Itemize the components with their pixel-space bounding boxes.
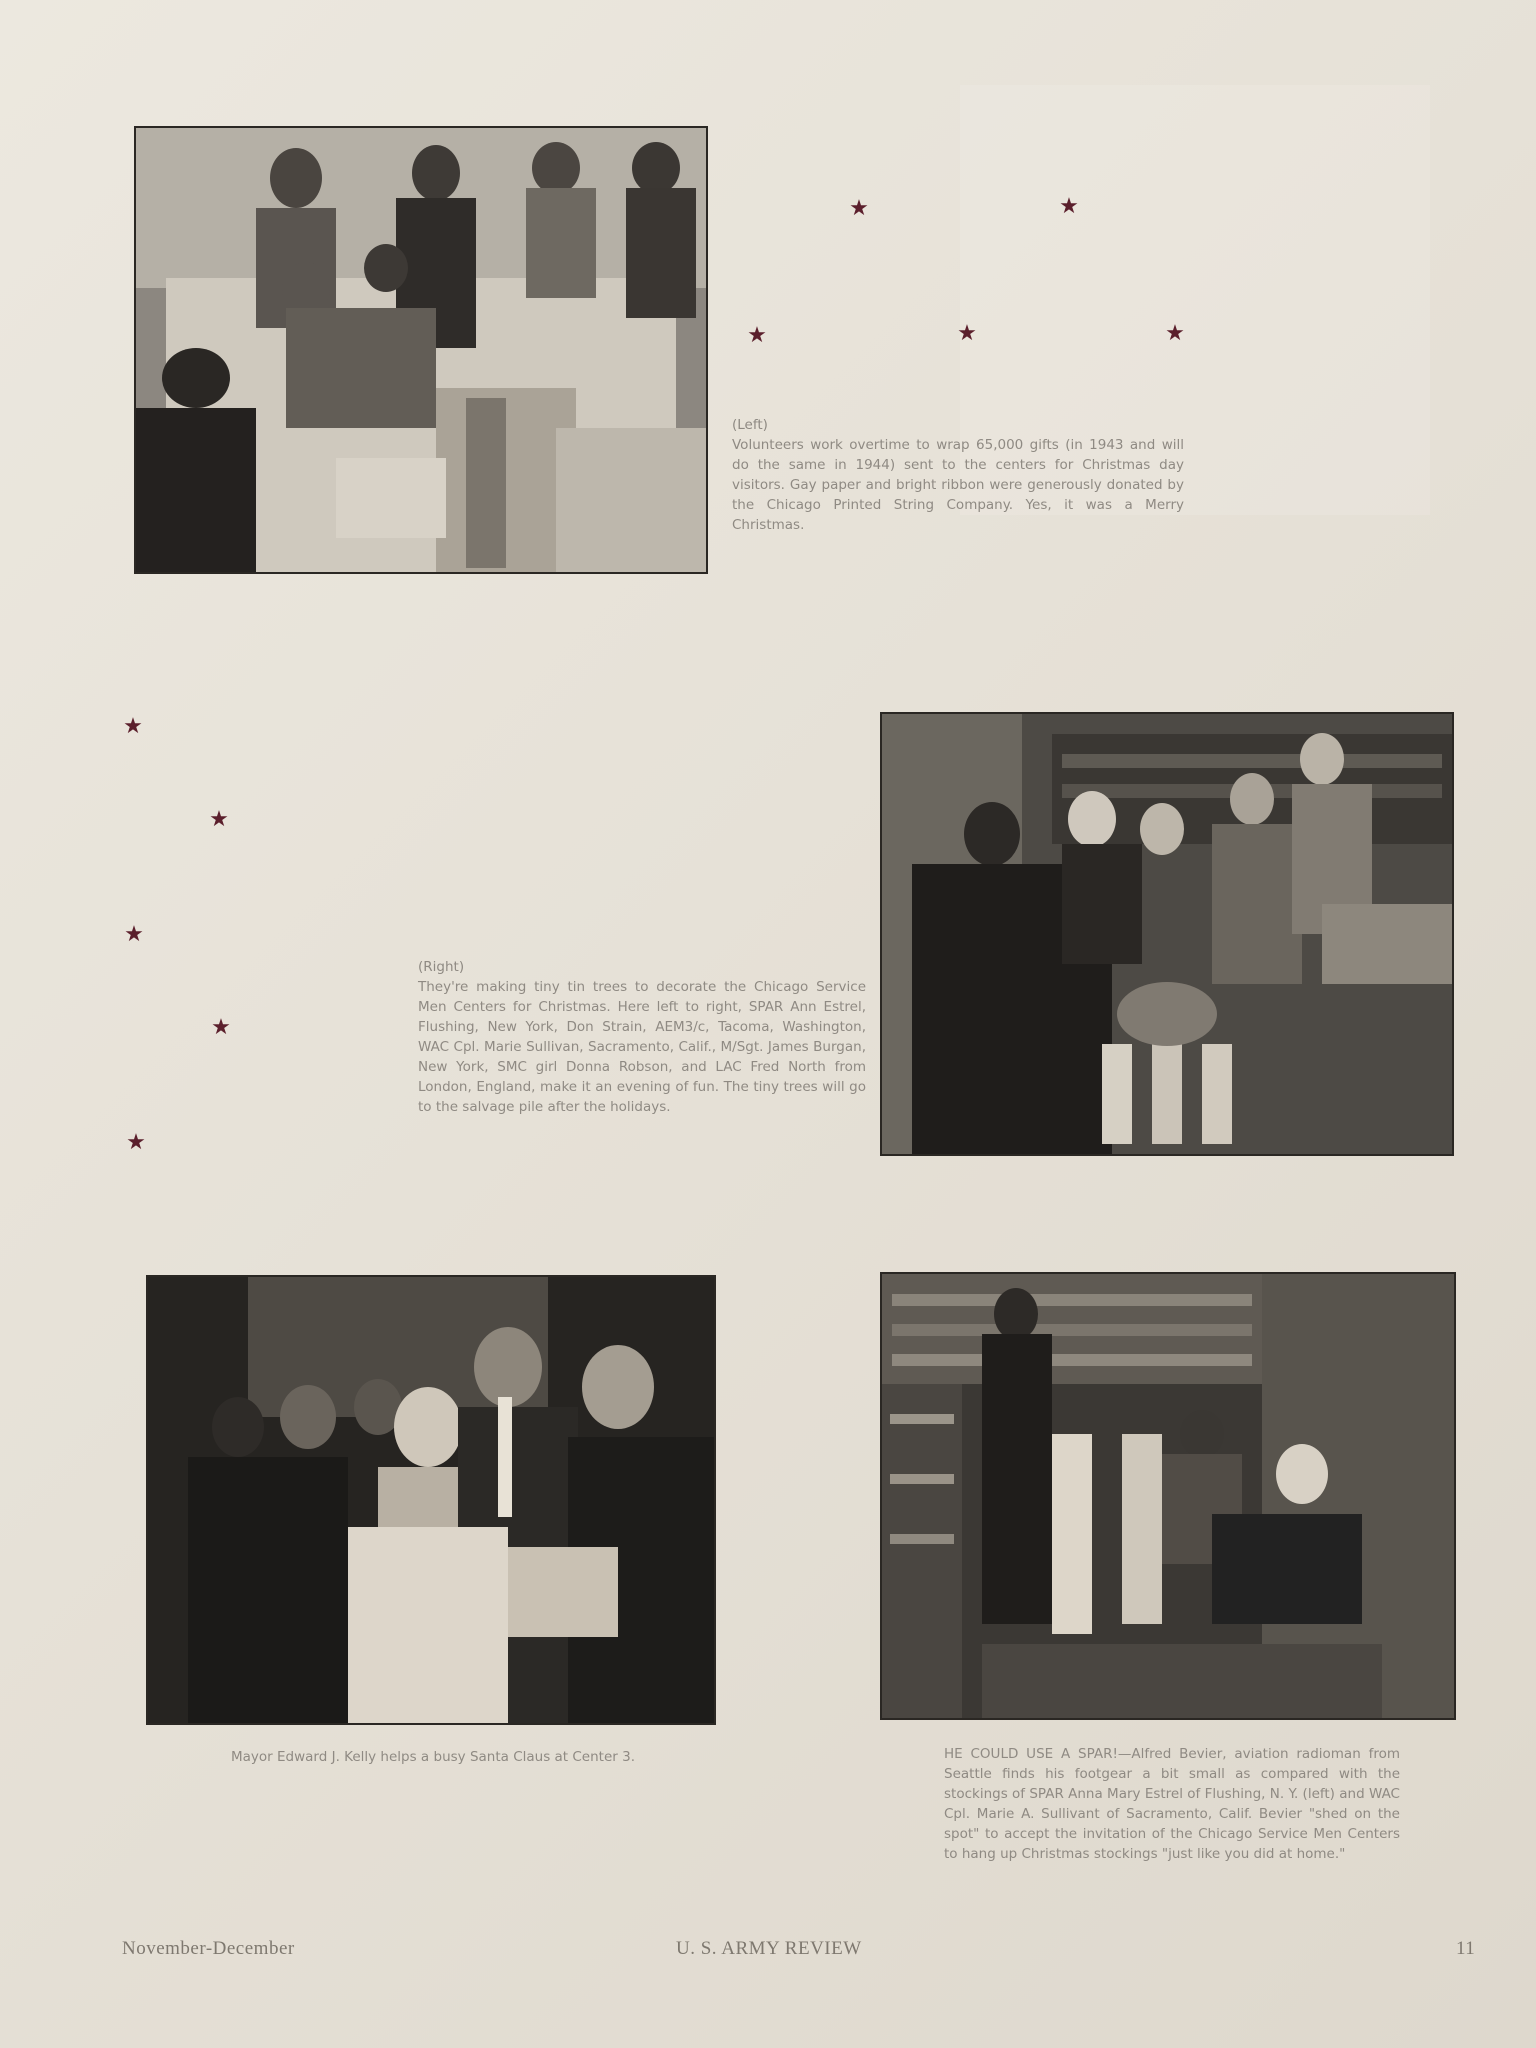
star-decoration: ★	[849, 196, 869, 221]
caption-body: HE COULD USE A SPAR!—Alfred Bevier, aviation radioman from Seattle finds his footgear a bit small as compared with the stockings of SPAR Anna Mary Estrel of Flushing, N. Y. (left) and WAC Cpl. Marie A. Sullivant of Sacramento, Calif. Bevier "shed on the spot" to accept the invitation of the Chicago Service Men Centers to hang up Christmas stockings "just like you did at home."	[944, 1746, 1400, 1862]
photo-tin-trees	[880, 712, 1454, 1156]
caption-body: They're making tiny tin trees to decorate the Chicago Service Men Centers for Christmas. Here left to right, SPAR Ann Estrel, Flushing, New York, Don Strain, AEM3/c, Tacoma, Washington, WAC Cpl. Marie Sullivan, Sacramento, Calif., M/Sgt. James Burgan, New York, SMC girl Donna Robson, and LAC Fred North from London, England, make it an evening of fun. The tiny trees will go to the salvage pile after the holidays.	[418, 978, 866, 1115]
caption-spar	[944, 1745, 1400, 1865]
star-decoration: ★	[211, 1015, 231, 1040]
photo-stockings-image	[882, 1274, 1454, 1718]
star-decoration: ★	[123, 714, 143, 739]
star-decoration: ★	[124, 922, 144, 947]
caption-body: Volunteers work overtime to wrap 65,000 gifts (in 1943 and will do the same in 1944) sent to the centers for Christmas day visitors. Gay paper and bright ribbon were generously donated by the Chicago Printed String Company. Yes, it was a Merry Christmas.	[732, 436, 1184, 533]
star-decoration: ★	[957, 321, 977, 346]
caption-body: Mayor Edward J. Kelly helps a busy Santa Claus at Center 3.	[231, 1749, 635, 1765]
caption-lead: (Right)	[418, 959, 465, 975]
star-decoration: ★	[1165, 321, 1185, 346]
photo-volunteers-image	[136, 128, 706, 572]
footer-issue-date: November-December	[122, 1938, 295, 1959]
photo-tin-trees-image	[882, 714, 1452, 1154]
footer-publication-title: U. S. ARMY REVIEW	[676, 1938, 862, 1959]
caption-volunteers	[732, 416, 1184, 536]
caption-mayor-kelly	[200, 1748, 666, 1768]
caption-lead: (Left)	[732, 417, 768, 433]
star-decoration: ★	[126, 1130, 146, 1155]
footer-page-number: 11	[1456, 1938, 1476, 1959]
photo-mayor-santa-image	[148, 1277, 714, 1723]
star-decoration: ★	[209, 807, 229, 832]
star-decoration: ★	[747, 323, 767, 348]
photo-stockings	[880, 1272, 1456, 1720]
photo-mayor-santa	[146, 1275, 716, 1725]
star-decoration: ★	[1059, 194, 1079, 219]
photo-volunteers-wrapping	[134, 126, 708, 574]
caption-tin-trees	[418, 958, 866, 1118]
